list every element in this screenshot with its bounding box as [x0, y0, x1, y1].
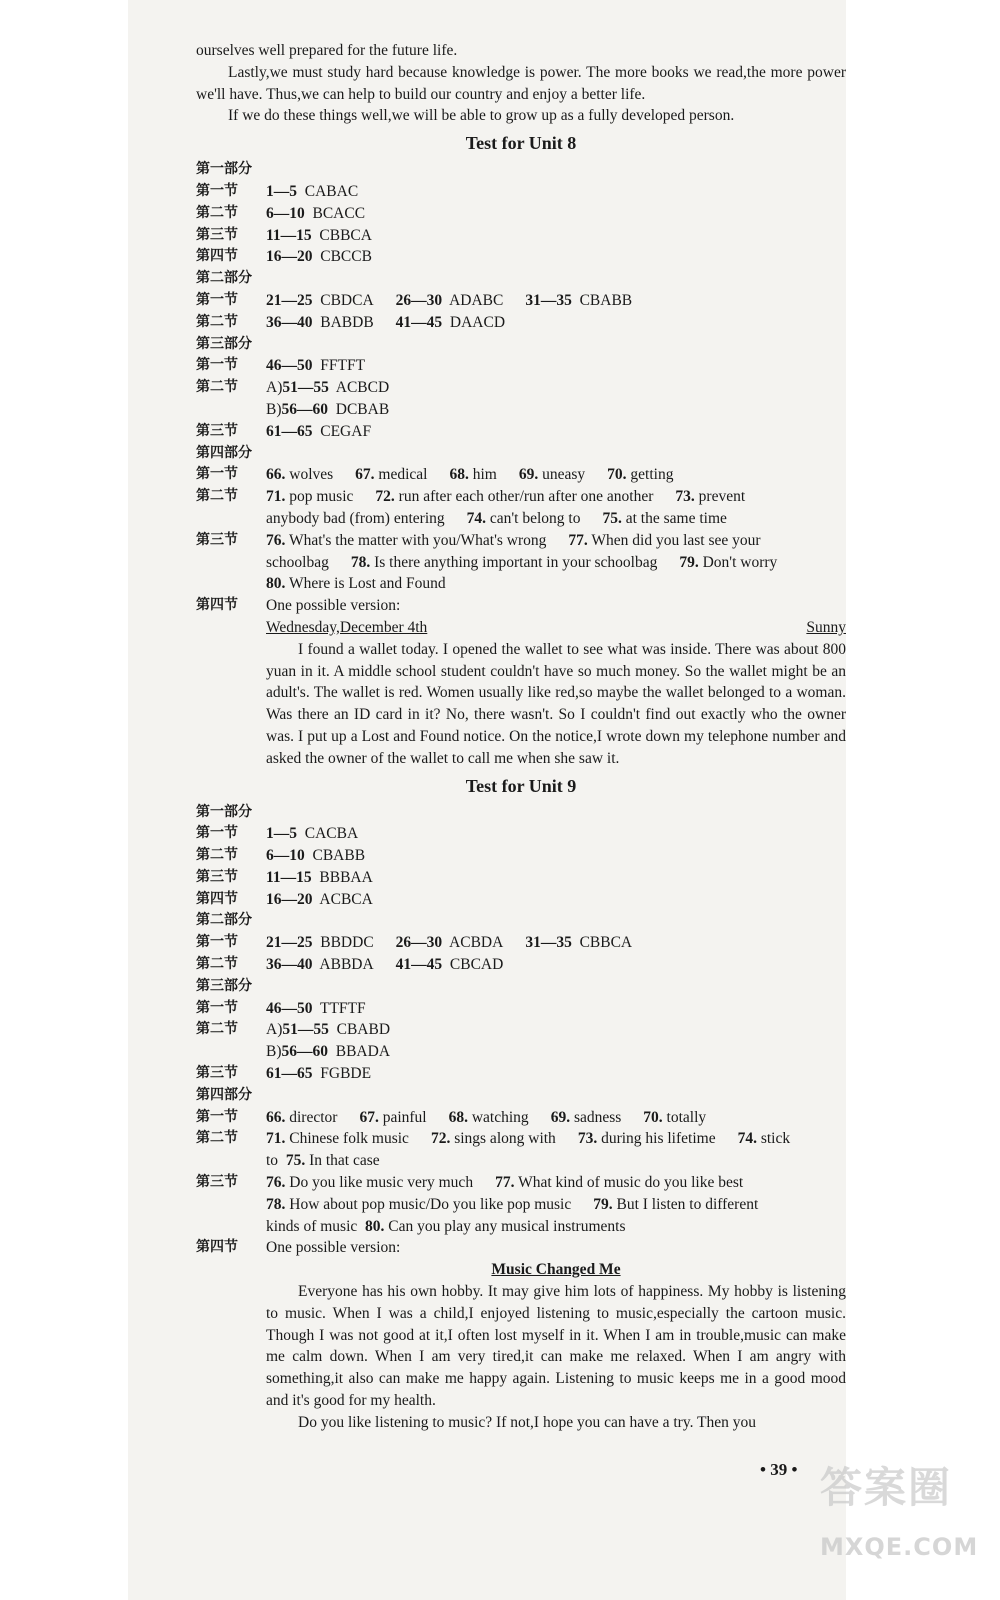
watermark-logo-text: 答案圈 — [820, 1463, 953, 1512]
unit8-p2-s2: 第二节 36—40 BABDB 41—45 DAACD — [196, 313, 506, 331]
unit8-p1-s3: 第三节 11—15 CBBCA — [196, 226, 372, 244]
unit8-p2-s1: 第一节 21—25 CBDCA 26—30 ADABC 31—35 CBABB — [196, 291, 633, 309]
unit8-p4-s4: 第四节 One possible version: — [196, 597, 401, 615]
unit8-p4-s3-cont: schoolbag 78. Is there anything important in your schoolbag 79. Don't worry — [266, 553, 778, 571]
unit8-heading: Test for Unit 8 — [465, 133, 577, 154]
unit8-p4-s2: 第二节 71. pop music 72. run after each other/run after one another 73. prevent — [196, 488, 746, 506]
unit8-p3-s1: 第一节 46—50 FFTFT — [196, 357, 366, 375]
intro-line: ourselves well prepared for the future life. — [196, 42, 458, 59]
unit8-p4-s3: 第三节 76. What's the matter with you/What's wrong 77. When did you last see your — [196, 531, 761, 549]
unit8-p3-s2b: B)56—60 DCBAB — [266, 400, 390, 418]
unit9-part1: 第一部分 — [196, 803, 252, 820]
unit9-p1-s1: 第一节 1—5 CACBA — [196, 825, 359, 843]
unit9-essay-paragraph-1: Everyone has his own hobby. It may give him lots of happiness. My hobby is listening to music. When I was a child,I enjoyed listening to music,especially the cartoon music. Though I was not good at it,I often lost myself in it. When I am in trouble,music can make me calm down. When I am very tired,it can make me relaxed. When I am angry with something,it also can make me happy again. Listening to music keeps me in a good mood and it's good for my health. — [266, 1283, 846, 1410]
unit8-part1: 第一部分 — [196, 161, 252, 178]
unit9-p4-s2: 第二节 71. Chinese folk music 72. sings along with 73. during his lifetime 74. stick — [196, 1130, 791, 1148]
unit8-p3-s3: 第三节 61—65 CEGAF — [196, 422, 372, 440]
unit9-part4: 第四部分 — [196, 1086, 252, 1103]
diary-weather: Sunny — [806, 618, 846, 636]
page-number: • 39 • — [760, 1460, 798, 1479]
unit8-p4-s3-cont2: 80. Where is Lost and Found — [266, 575, 446, 593]
unit8-p1-s4: 第四节 16—20 CBCCB — [196, 248, 372, 266]
book-page — [128, 0, 846, 1600]
unit8-p3-s2: 第二节 A)51—55 ACBCD — [196, 379, 390, 397]
unit8-p1-s1: 第一节 1—5 CABAC — [196, 182, 359, 200]
intro-paragraph-lastly: Lastly,we must study hard because knowledge is power. The more books we read,the more power we'll have. Thus,we can help to build our country and enjoy a better life. — [196, 63, 846, 103]
unit9-p4-s3-cont2: kinds of music 80. Can you play any musical instruments — [266, 1217, 626, 1235]
unit9-essay-title: Music Changed Me — [491, 1261, 621, 1279]
unit9-p4-s3-cont: 78. How about pop music/Do you like pop music 79. But I listen to different — [266, 1195, 759, 1213]
unit9-p1-s3: 第三节 11—15 BBBAA — [196, 868, 373, 886]
unit8-part4: 第四部分 — [196, 444, 252, 461]
unit8-p4-s1: 第一节 66. wolves 67. medical 68. him 69. uneasy 70. getting — [196, 466, 674, 484]
unit9-p1-s2: 第二节 6—10 CBABB — [196, 847, 366, 865]
unit8-p4-s2-cont: anybody bad (from) entering 74. can't belong to 75. at the same time — [266, 509, 727, 527]
unit9-p3-s3: 第三节 61—65 FGBDE — [196, 1065, 372, 1083]
unit9-part3: 第三部分 — [196, 977, 252, 994]
unit9-essay-paragraph-2: Do you like listening to music? If not,I hope you can have a try. Then you — [298, 1413, 757, 1431]
intro-paragraph-conclusion: If we do these things well,we will be able to grow up as a fully developed person. — [228, 107, 735, 125]
unit8-essay: I found a wallet today. I opened the wallet to see what was inside. There was about 800 yuan in it. A middle school student couldn't have so much money. So the wallet might be an adult's. The wallet is red. Women usually like red,so maybe the wallet belonged to a woman. Was there an ID card in it? No, there wasn't. So I couldn't find out exactly who the owner was. I put up a Lost and Found notice. On the notice,I wrote down my telephone number and asked the owner of the wallet to call me when she saw it. — [266, 640, 846, 767]
watermark-logo — [820, 1455, 980, 1595]
unit9-p4-s4: 第四节 One possible version: — [196, 1239, 401, 1257]
unit8-part3: 第三部分 — [196, 335, 252, 352]
watermark-url: MXQE.COM — [820, 1533, 979, 1561]
unit8-part2: 第二部分 — [196, 270, 252, 287]
unit9-p2-s2: 第二节 36—40 ABBDA 41—45 CBCAD — [196, 956, 504, 974]
unit9-p4-s3: 第三节 76. Do you like music very much 77. What kind of music do you like best — [196, 1174, 744, 1192]
unit9-p3-s1: 第一节 46—50 TTFTF — [196, 999, 366, 1017]
unit9-p3-s2: 第二节 A)51—55 CBABD — [196, 1021, 391, 1039]
unit9-p3-s2b: B)56—60 BBADA — [266, 1043, 391, 1061]
unit9-part2: 第二部分 — [196, 912, 252, 929]
unit9-p4-s1: 第一节 66. director 67. painful 68. watching 69. sadness 70. totally — [196, 1108, 707, 1126]
unit8-p1-s2: 第二节 6—10 BCACC — [196, 204, 366, 222]
unit9-p1-s4: 第四节 16—20 ACBCA — [196, 890, 373, 908]
unit9-heading: Test for Unit 9 — [465, 775, 577, 796]
unit9-p2-s1: 第一节 21—25 BBDDC 26—30 ACBDA 31—35 CBBCA — [196, 934, 633, 952]
unit9-p4-s2-cont: to 75. In that case — [266, 1152, 380, 1170]
page-content — [196, 40, 846, 1434]
unit8-diary-header — [196, 617, 846, 639]
diary-date: Wednesday,December 4th — [266, 618, 428, 636]
